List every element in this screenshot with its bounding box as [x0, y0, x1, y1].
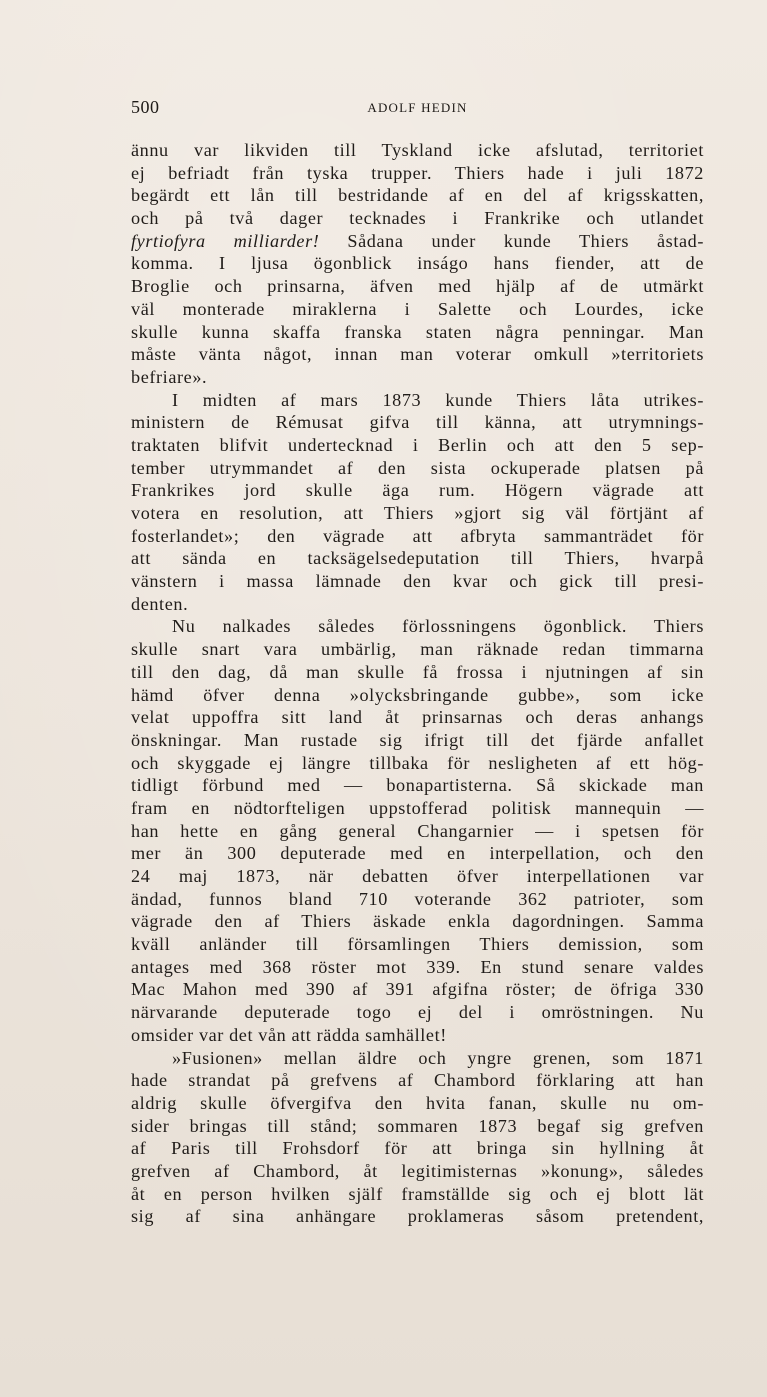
text-line-tail: Sådana under kunde Thiers åstad- [347, 230, 704, 251]
text-line: hade strandat på grefvens af Chambord förklaring att han [131, 1070, 704, 1091]
text-line: ännu var likviden till Tyskland icke afslutad, territoriet [131, 140, 704, 160]
text-line: Frankrikes jord skulle äga rum. Högern vägrade att [131, 480, 704, 501]
text-line: velat uppoffra sitt land åt prinsarnas och deras anhangs [131, 707, 704, 728]
text-line: skulle snart vara umbärlig, man räknade redan timmarna [131, 639, 704, 660]
text-line: till den dag, då man skulle få frossa i njutningen af sin [131, 661, 704, 682]
text-line: närvarande deputerade togo ej del i omröstningen. Nu [131, 1002, 704, 1023]
text-line: fosterlandet»; den vägrade att afbryta sammanträdet för [131, 525, 704, 546]
paragraph-start-line: »Fusionen» mellan äldre och yngre grenen, som 1871 [172, 1047, 704, 1068]
text-line: begärdt ett lån till bestridande af en del af krigsskatten, [131, 185, 704, 206]
text-line-with-italic [131, 230, 704, 253]
text-line: ej befriadt från tyska trupper. Thiers hade i juli 1872 [131, 162, 704, 183]
text-line: ändad, funnos bland 710 voterande 362 patrioter, som [131, 888, 704, 909]
text-line: kväll anländer till församlingen Thiers demission, som [131, 934, 704, 955]
text-line: sig af sina anhängare proklameras såsom pretendent, [131, 1206, 704, 1227]
text-line: omsider var det vån att rädda samhället! [131, 1024, 447, 1045]
text-line: måste vänta något, innan man voterar omkull »territoriets [131, 344, 704, 365]
text-line: fram en nödtorfteligen uppstofferad politisk mannequin — [131, 797, 704, 818]
text-line: af Paris till Frohsdorf för att bringa sin hyllning åt [131, 1138, 704, 1159]
text-line: denten. [131, 593, 189, 614]
text-line: Broglie och prinsarna, äfven med hjälp af de utmärkt [131, 276, 704, 297]
text-line: votera en resolution, att Thiers »gjort sig väl förtjänt af [131, 503, 704, 523]
text-line: 24 maj 1873, när debatten öfver interpellationen var [131, 866, 704, 886]
paragraph-start-line: Nu nalkades således förlossningens ögonblick. Thiers [172, 616, 704, 637]
text-line: och på två dager tecknades i Frankrike och utlandet [131, 208, 704, 229]
text-line: han hette en gång general Changarnier — i spetsen för [131, 820, 704, 841]
text-line: önskningar. Man rustade sig ifrigt till det fjärde anfallet [131, 729, 704, 750]
text-line: antages med 368 röster mot 339. En stund senare valdes [131, 956, 704, 977]
text-line: skulle kunna skaffa franska staten några penningar. Man [131, 321, 704, 342]
text-line: hämd öfver denna »olycksbringande gubbe», som icke [131, 684, 704, 705]
text-line: befriare». [131, 366, 208, 387]
page-header [131, 97, 704, 121]
text-line: tidligt förbund med — bonapartisterna. Så skickade man [131, 775, 704, 796]
paragraph-start-line: I midten af mars 1873 kunde Thiers låta utrikes- [172, 389, 704, 410]
text-line: sider bringas till stånd; sommaren 1873 begaf sig grefven [131, 1115, 704, 1136]
text-line: tember utrymmandet af den sista ockuperade platsen på [131, 457, 704, 478]
text-line: och skyggade ej längre tillbaka för nesligheten af ett hög- [131, 752, 704, 773]
body-text [131, 139, 704, 1228]
text-line: väl monterade miraklerna i Salette och Lourdes, icke [131, 298, 704, 319]
text-line: traktaten blifvit undertecknad i Berlin och att den 5 sep- [131, 434, 704, 455]
text-line: Mac Mahon med 390 af 391 afgifna röster; de öfriga 330 [131, 979, 704, 1000]
page-number: 500 [131, 97, 160, 117]
text-line: mer än 300 deputerade med en interpellation, och den [131, 843, 704, 864]
text-line: grefven af Chambord, åt legitimisternas »konung», således [131, 1160, 704, 1181]
text-line: åt en person hvilken själf framställde sig och ej blott lät [131, 1183, 704, 1204]
italic-phrase: fyrtiofyra milliarder! [131, 230, 320, 251]
text-line: ministern de Rémusat gifva till känna, att utrymnings- [131, 412, 704, 433]
running-head: ADOLF HEDIN [367, 100, 468, 115]
text-line: aldrig skulle öfvergifva den hvita fanan, skulle nu om- [131, 1092, 704, 1113]
text-line: komma. I ljusa ögonblick inságo hans fiender, att de [131, 253, 704, 274]
text-line: vägrade den af Thiers äskade enkla dagordningen. Samma [131, 911, 704, 932]
text-line: vänstern i massa lämnade den kvar och gick till presi- [131, 571, 704, 592]
text-line: att sända en tacksägelsedeputation till Thiers, hvarpå [131, 548, 704, 569]
